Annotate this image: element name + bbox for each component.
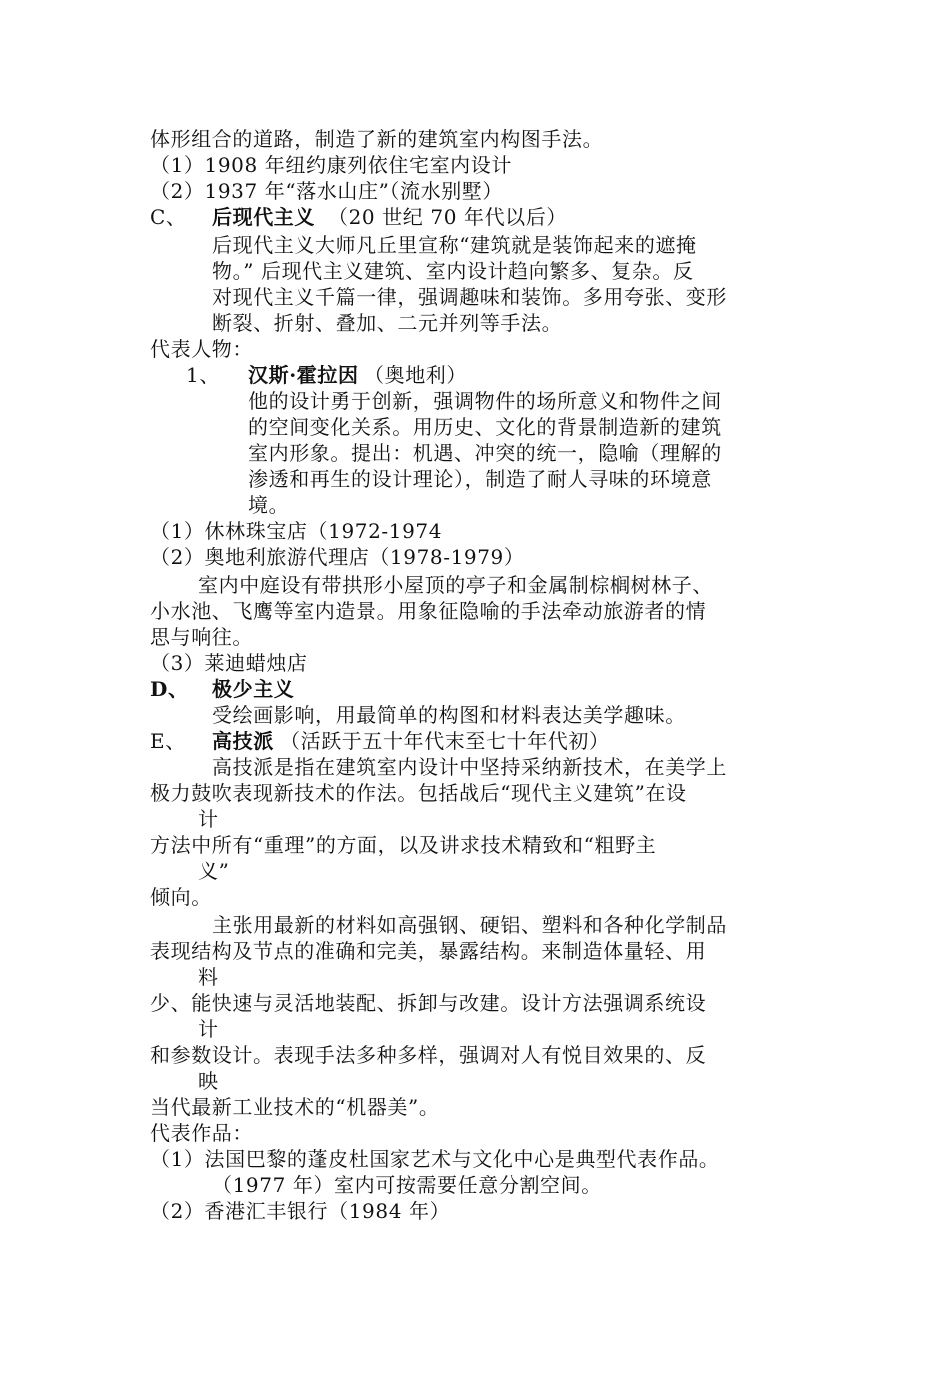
text-line: 后现代主义大师凡丘里宣称“建筑就是装饰起来的遮掩 [212, 233, 697, 257]
text-line: 断裂、折射、叠加、二元并列等手法。 [212, 311, 563, 335]
text-line: 表现结构及节点的准确和完美，暴露结构。来制造体量轻、用 [150, 939, 707, 963]
text-line: 物。” 后现代主义建筑、室内设计趋向繁多、复杂。反 [212, 259, 694, 283]
text-line: 少、能快速与灵活地装配、拆卸与改建。设计方法强调系统设 [150, 991, 707, 1015]
section-title: 极少主义 [212, 677, 295, 701]
list-item: （3）莱迪蜡烛店 [150, 651, 308, 675]
list-item: （1）法国巴黎的蓬皮杜国家艺术与文化中心是典型代表作品。 [150, 1147, 720, 1171]
text-line: 对现代主义千篇一律，强调趣味和装饰。多用夸张、变形 [212, 285, 727, 309]
text-line: 室内形象。提出：机遇、冲突的统一，隐喻（理解的 [248, 441, 722, 465]
person-name: 汉斯·霍拉因 [248, 363, 359, 387]
text-line: 室内中庭设有带拱形小屋顶的亭子和金属制棕榈树林子、 [198, 573, 713, 597]
list-item: （2）1937 年“落水山庄”（流水别墅） [150, 179, 504, 203]
section-heading-e [150, 728, 610, 754]
person-note: （奥地利） [364, 363, 467, 387]
person-heading [186, 362, 467, 388]
list-item: （1）1908 年纽约康列依住宅室内设计 [150, 153, 512, 177]
text-line: 受绘画影响，用最简单的构图和材料表达美学趣味。 [212, 703, 686, 727]
section-note: （活跃于五十年代末至七十年代初） [280, 729, 610, 753]
text-line: 代表人物： [150, 337, 253, 361]
text-line: 义” [198, 859, 230, 883]
section-heading-d [150, 676, 295, 702]
text-line: 体形组合的道路，制造了新的建筑室内构图手法。 [150, 127, 604, 151]
text-line: 高技派是指在建筑室内设计中坚持采纳新技术，在美学上 [212, 755, 727, 779]
text-line: 主张用最新的材料如高强钢、硬铝、塑料和各种化学制品 [212, 913, 727, 937]
text-line: 他的设计勇于创新，强调物件的场所意义和物件之间 [248, 389, 722, 413]
list-item: （1）休林珠宝店（1972-1974 [150, 519, 443, 543]
text-line: 境。 [248, 493, 290, 517]
text-line: 当代最新工业技术的“机器美”。 [150, 1095, 440, 1119]
text-line: 映 [198, 1069, 219, 1093]
text-line: 料 [198, 965, 219, 989]
section-note: （20 世纪 70 年代以后） [328, 205, 567, 229]
section-title: 后现代主义 [212, 205, 315, 229]
section-marker: D、 [150, 677, 189, 701]
section-heading-c [150, 204, 567, 230]
text-line: 倾向。 [150, 885, 212, 909]
person-marker: 1、 [186, 363, 220, 387]
text-line: 计 [198, 807, 219, 831]
text-line: （1977 年）室内可按需要任意分割空间。 [212, 1173, 602, 1197]
section-marker: E、 [150, 729, 186, 753]
text-line: 计 [198, 1017, 219, 1041]
text-line: 小水池、飞鹰等室内造景。用象征隐喻的手法牵动旅游者的情 [150, 599, 707, 623]
text-line: 方法中所有“重理”的方面，以及讲求技术精致和“粗野主 [150, 833, 657, 857]
section-marker: C、 [150, 205, 187, 229]
list-item: （2）香港汇丰银行（1984 年） [150, 1199, 451, 1223]
text-line: 代表作品： [150, 1121, 253, 1145]
list-item: （2）奥地利旅游代理店（1978-1979） [150, 545, 525, 569]
section-title: 高技派 [212, 729, 274, 753]
text-line: 思与响往。 [150, 625, 253, 649]
text-line: 和参数设计。表现手法多种多样，强调对人有悦目效果的、反 [150, 1043, 707, 1067]
text-line: 渗透和再生的设计理论），制造了耐人寻味的环境意 [248, 467, 712, 491]
text-line: 极力鼓吹表现新技术的作法。包括战后“现代主义建筑”在设 [150, 781, 687, 805]
text-line: 的空间变化关系。用历史、文化的背景制造新的建筑 [248, 415, 722, 439]
